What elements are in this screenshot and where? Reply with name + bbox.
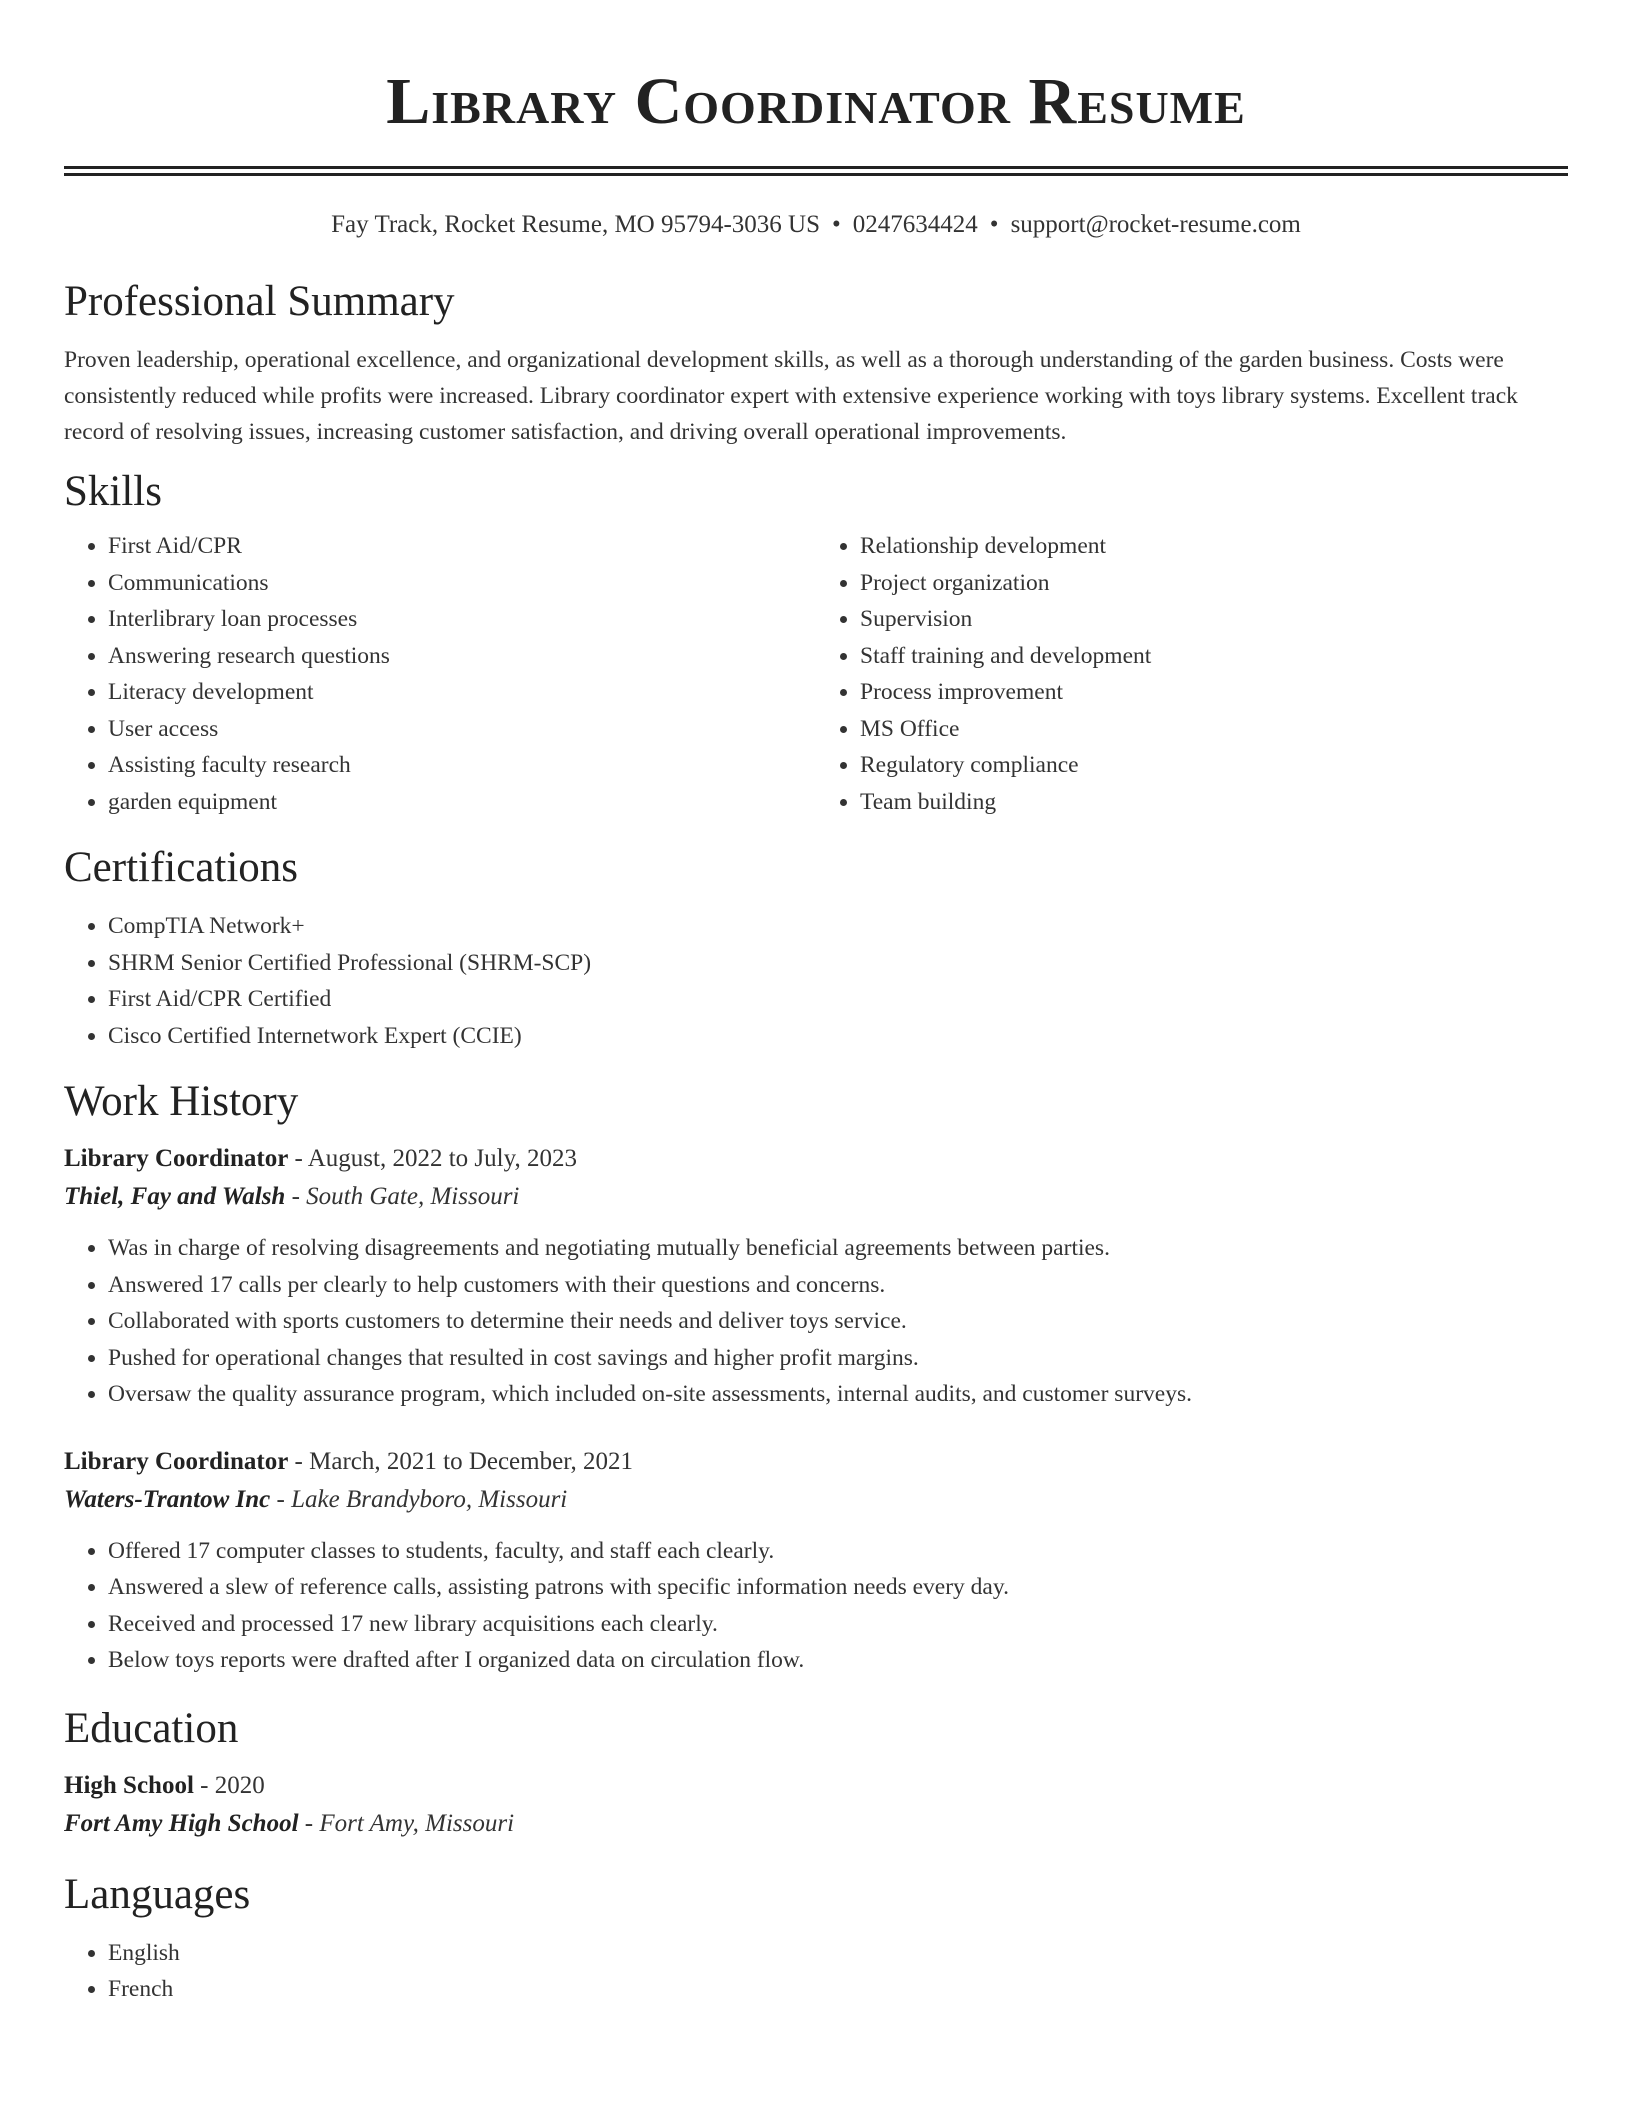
summary-text: Proven leadership, operational excellence, and organizational development skills, as well as a thorough understanding of the garden business. Costs were consistently reduced while profits were increased. Library coordinator expert with extensive experience working with toys library systems. Excellent track record of resolving issues, increasing customer satisfaction, and driving overall operational improvements.: [64, 347, 1518, 445]
contact-line: [64, 208, 1568, 242]
job-bullet: • Collaborated with sports customers to determine their needs and deliver toys service.: [108, 1303, 1568, 1340]
contact-separator: •: [832, 211, 841, 238]
work-history-heading: Work History: [64, 1078, 299, 1125]
skills-column-right: [816, 528, 1568, 820]
education-entry: [64, 1767, 1568, 1843]
job-role: Library Coordinator: [64, 1447, 289, 1475]
title-divider: [64, 166, 1568, 176]
summary-heading: Professional Summary: [64, 278, 455, 325]
job-company-line: [64, 1178, 1568, 1216]
skill-item: • Relationship development: [860, 528, 1568, 565]
skill-item: • User access: [108, 711, 816, 748]
job-bullet: • Offered 17 computer classes to students, faculty, and staff each clearly.: [108, 1533, 1568, 1570]
skill-item: • MS Office: [860, 711, 1568, 748]
contact-phone: 0247634424: [852, 211, 978, 238]
certification-item: • Cisco Certified Internetwork Expert (CCIE): [108, 1018, 1568, 1055]
skills-heading: Skills: [64, 468, 162, 515]
job-company-line: [64, 1481, 1568, 1519]
skill-item: • Team building: [860, 784, 1568, 821]
skill-item: • Interlibrary loan processes: [108, 601, 816, 638]
contact-separator: •: [989, 211, 999, 238]
contact-email: support@rocket-resume.com: [1010, 211, 1301, 238]
certification-item: • CompTIA Network+: [108, 908, 1568, 945]
job-company: Thiel, Fay and Walsh: [64, 1183, 286, 1210]
job-bullet: • Oversaw the quality assurance program, which included on-site assessments, internal audits, and customer surveys.: [108, 1376, 1568, 1413]
skills-list: [64, 528, 1568, 820]
certification-item: • First Aid/CPR Certified: [108, 981, 1568, 1018]
skill-item: • Communications: [108, 565, 816, 602]
skill-item: • Project organization: [860, 565, 1568, 602]
job-bullet: • Below toys reports were drafted after I organized data on circulation flow.: [108, 1642, 1568, 1679]
education-heading: Education: [64, 1704, 239, 1752]
skill-item: • Literacy development: [108, 674, 816, 711]
job-title-line: [64, 1443, 1568, 1481]
skill-item: • Staff training and development: [860, 638, 1568, 675]
job-location: - Lake Brandyboro, Missouri: [270, 1485, 568, 1513]
certifications-list: [64, 908, 1568, 1054]
skill-item: • Answering research questions: [108, 638, 816, 675]
job-bullet: • Pushed for operational changes that resulted in cost savings and higher profit margins.: [108, 1340, 1568, 1377]
certification-item: • SHRM Senior Certified Professional (SHRM-SCP): [108, 945, 1568, 982]
education-degree: High School: [64, 1771, 194, 1799]
job-title-line: [64, 1140, 1568, 1178]
job-bullet: • Answered a slew of reference calls, assisting patrons with specific information needs every day.: [108, 1569, 1568, 1606]
education-location: - Fort Amy, Missouri: [298, 1809, 515, 1837]
skill-item: • First Aid/CPR: [108, 528, 816, 565]
skill-item: • garden equipment: [108, 784, 816, 821]
contact-address: Fay Track, Rocket Resume, MO 95794-3036 US: [331, 211, 821, 238]
languages-list: [64, 1935, 1568, 2008]
language-item: • French: [108, 1971, 1568, 2008]
skill-item: • Supervision: [860, 601, 1568, 638]
skill-item: • Process improvement: [860, 674, 1568, 711]
page-title: Library Coordinator Resume: [386, 65, 1246, 138]
education-year: - 2020: [193, 1771, 265, 1799]
job-role: Library Coordinator: [64, 1145, 289, 1172]
job-dates: - August, 2022 to July, 2023: [288, 1145, 577, 1172]
job-bullet: • Received and processed 17 new library acquisitions each clearly.: [108, 1606, 1568, 1643]
skill-item: • Regulatory compliance: [860, 747, 1568, 784]
job-bullets: [64, 1230, 1568, 1413]
job-entry: [64, 1443, 1568, 1679]
language-item: • English: [108, 1935, 1568, 1972]
languages-heading: Languages: [64, 1870, 251, 1918]
job-entry: [64, 1140, 1568, 1413]
education-school: Fort Amy High School: [64, 1809, 299, 1837]
job-company: Waters-Trantow Inc: [64, 1485, 271, 1513]
certifications-heading: Certifications: [64, 844, 299, 891]
job-bullets: [64, 1533, 1568, 1679]
skill-item: • Assisting faculty research: [108, 747, 816, 784]
job-location: - South Gate, Missouri: [285, 1183, 520, 1210]
job-bullet: • Was in charge of resolving disagreements and negotiating mutually beneficial agreements between parties.: [108, 1230, 1568, 1267]
skills-column-left: [64, 528, 816, 820]
job-bullet: • Answered 17 calls per clearly to help customers with their questions and concerns.: [108, 1267, 1568, 1304]
education-school-line: [64, 1805, 1568, 1843]
job-dates: - March, 2021 to December, 2021: [288, 1447, 634, 1475]
education-degree-line: [64, 1767, 1568, 1805]
